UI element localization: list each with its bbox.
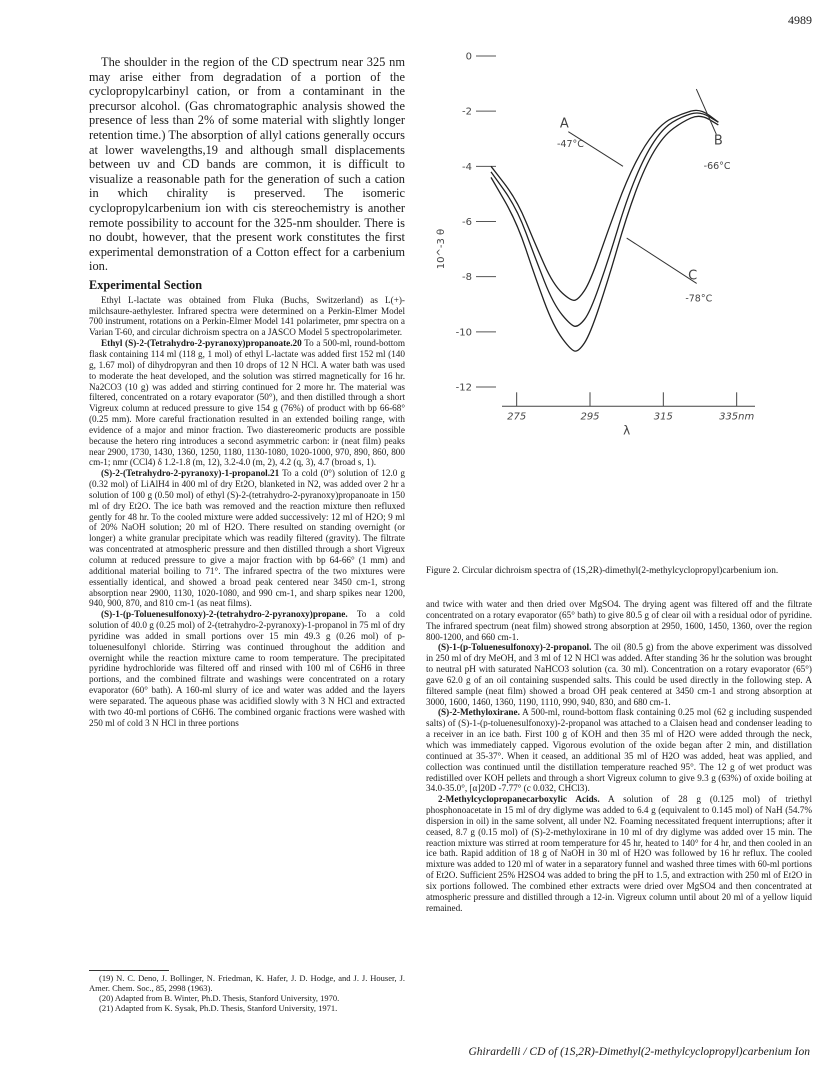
x-axis-label: λ: [623, 423, 631, 438]
reference: (21) Adapted from K. Sysak, Ph.D. Thesis, Stanford University, 1971.: [99, 1003, 338, 1013]
paragraph: [89, 295, 405, 338]
annotation-temperature: -47°C: [557, 139, 584, 151]
lead-paragraph: [89, 55, 405, 274]
paragraph-text: A 500-ml, round-bottom flask containing 0.25 mol (62 g including suspended salts) of (S)-1-(p-toluenesulfonoxy)-2-propanol was attached to a Claisen head and condenser leading to a receiver in an ice bath. First 100 g of KOH and then 35 ml of H2O were added through the neck, which was immediately capped. Vigorous evolution of the oxide began after 2 min, and distillation continued at 35-37°. When it ceased, an additional 35 ml of H2O was added, heat was applied, and collection was continued until the distillation temperature reached 95°. The 12 g of wet product was redistilled over KOH pellets and through a short Vigreux column to give 9.3 g (63%) of oxide boiling at 34.0-35.0°, [α]20D -7.77° (c 0.032, CHCl3).: [426, 707, 812, 794]
y-tick-label: -2: [462, 106, 472, 118]
paragraph-heading: Ethyl (S)-2-(Tetrahydro-2-pyranoxy)propanoate.20: [101, 338, 302, 349]
paragraph-heading: (S)-2-Methyloxirane.: [438, 707, 520, 718]
left-paragraphs: [89, 295, 405, 729]
y-tick-label: 0: [465, 51, 472, 63]
annotation-temperature: -78°C: [685, 293, 713, 305]
annotation-temperature: -66°C: [703, 161, 731, 173]
running-footer: Ghirardelli / CD of (1S,2R)-Dimethyl(2-methylcyclopropyl)carbenium Ion: [468, 1046, 810, 1058]
x-tick-label: 295: [580, 411, 600, 423]
annotation-leader: [696, 89, 716, 134]
paragraph: [426, 794, 812, 913]
x-tick-label: 315: [653, 411, 673, 423]
annotation-leader: [627, 238, 697, 283]
paragraph: [426, 642, 812, 707]
figure-caption: Figure 2. Circular dichroism spectra of (1S,2R)-dimethyl(2-methylcyclopropyl)carbenium ion.: [426, 566, 779, 576]
y-tick-label: -8: [462, 272, 472, 284]
y-tick-label: -6: [462, 217, 472, 228]
paragraph: [89, 338, 405, 468]
y-axis-label: 10^-3 θ: [436, 228, 447, 270]
paragraph: [426, 707, 812, 794]
cd-spectrum-figure: [420, 22, 810, 557]
references: [89, 973, 405, 1013]
paragraph-heading: (S)-1-(p-Toluenesulfonoxy)-2-propanol.: [438, 642, 592, 653]
right-paragraphs: [426, 599, 812, 913]
x-tick-label: 275: [507, 411, 527, 423]
paragraph-text: To a 500-ml, round-bottom flask containing 114 ml (118 g, 1 mol) of ethyl L-lactate was added first 152 ml (140 g, 1.67 mol) of dihydropyran and then 10 drops of 12 N HCl. A water bath was used to moderate the heat developed, and the solution was stirred magnetically for 16 hr. Na2CO3 (10 g) was added and stirring continued for 2 more hr. The material was filtered, concentrated on a rotary evaporator (50°), and then distilled through a short Vigreux column at reduced pressure to give 154 g (76%) of product with bp 66-68° (0.25 mm). More careful fractionation resulted in an extended boiling range, with evidence of a major and minor fraction. Two diastereomeric products are possible because the hetero ring introduces a second asymmetric carbon: ir (neat film) peaks near 2900, 1730, 1430, 1360, 1250, 1180, 1130-1080, 1020-1000, 970, 890, 860, 800 cm-1; nmr (CCl4) δ 1.2-1.8 (m, 12), 3.2-4.0 (m, 2), 4.2 (q, 3), 4.7 (broad s, 1).: [89, 338, 405, 468]
y-tick-label: -4: [462, 161, 472, 173]
annotation-letter: C: [688, 268, 698, 284]
reference: (19) N. C. Deno, J. Bollinger, N. Friedman, K. Hafer, J. D. Hodge, and J. J. Houser, J. Amer. Chem. Soc., 85, 2998 (1963).: [89, 973, 405, 993]
paragraph-text: A solution of 28 g (0.125 mol) of triethyl phosphonoacetate in 15 ml of dry diglyme was added to 6.4 g (equivalent to 0.145 mol) of NaH (54.7% dispersion in oil) in the same solvent, all under N2. Foaming necessitated frequent interruptions; after it ceased, 8.7 g (0.15 mol) of (S)-2-methyloxirane in 10 ml of dry diglyme was added over 15 min. The reaction mixture was stirred at room temperature for 45 hr, heated to 140° for 4 hr, and then cooled in an ice bath. Rapid addition of 18 g of NaOH in 30 ml of H2O was followed by 16 hr reflux. The cooled mixture was added to 120 ml of water in a separatory funnel and washed three times with 60-ml portions of Et2O. Sufficient 25% H2SO4 was added to bring the pH to 1.5, and extraction with 250 ml of Et2O in six portions followed. The combined ether extracts were dried over MgSO4 and then concentrated at atmospheric pressure and distilled through a 12-in. Vigreux column until about 20 ml of a yellow liquid remained.: [426, 794, 812, 913]
paragraph: [89, 468, 405, 609]
paragraph-text: To a cold solution of 40.0 g (0.25 mol) of 2-(tetrahydro-2-pyranoxy)-1-propanol in 75 ml of dry pyridine was added in small portions over 15 min 49.3 g (0.26 mol) of p-toluenesulfonyl chloride. Stirring was continued throughout the addition and overnight while the reaction mixture came to room temperature. The precipitated pyridine hydrochloride was filtered off and rinsed with 100 ml of C6H6 in three portions, and the combined filtrate and washings were concentrated on a rotary evaporator (60° bath). A 160-ml slurry of ice and water was added and the layers were separated. The aqueous phase was acidified slowly with 3 N HCl and extracted with two 40-ml portions of C6H6. The combined organic fractions were washed with 250 ml of cold 3 N HCl in three portions: [89, 609, 405, 728]
chart-axes: [436, 52, 755, 438]
paragraph-text: To a cold (0°) solution of 12.0 g (0.32 mol) of LiAlH4 in 400 ml of dry Et2O, blanketed in N2, was added over 2 hr a solution of 100 g (0.50 mol) of ethyl (S)-2-(tetrahydro-2-pyranoxy)propanoate in 150 ml of dry Et2O. The ice bath was removed and the reaction mixture then refluxed gently for 48 hr. To the cooled mixture were added successively: 12 ml of H2O; 9 ml of 20% NaOH solution; 20 ml of H2O. There resulted on standing overnight (or longer) a white granular precipitate which was readily filtered (gravity). The filtrate was concentrated at atmospheric pressure and then distilled through a short Vigreux column at reduced pressure to give a major fraction with bp 64-66° (1 mm) and additional material boiling to 71°. The infrared spectra of the two mixtures were essentially identical, and showed a broad peak centered near 3450 cm-1, strong absorption near 2900, 1130, 1020-1080, and 990 cm-1, and sharp spikes near 1200, 940, 900, 870, and 810 cm-1 (as neat films).: [89, 468, 405, 609]
paragraph: [426, 599, 812, 642]
footnote-rule: [89, 970, 169, 971]
paragraph-text: Ethyl L-lactate was obtained from Fluka (Buchs, Switzerland) as L(+)-milchsaure-aethylester. Infrared spectra were determined on a Perkin-Elmer Model 700 instrument, rotations on a Perkin-Elmer Model 141 polarimeter, pmr spectra on a Varian T-60, and circular dichroism spectra on a JASCO Model 5 spectropolarimeter.: [89, 294, 405, 338]
y-tick-label: -10: [455, 327, 472, 339]
series-line: [491, 116, 718, 351]
lead-text: The shoulder in the region of the CD spectrum near 325 nm may arise either from degradation of a portion of the cyclopropylcarbinyl cation, or from a contaminant in the precursor alcohol. (Gas chromatographic analysis showed the presence of less than 2% of some material with slightly longer retention time.) The absorption of allyl cations generally occurs at lower wavelengths,19 and although small displacements between uv and CD bands are common, it is difficult to visualize a reasonable path for the generation of such a cation in which chirality is preserved. The isomeric cyclopropylcarbenium ion with cis stereochemistry is another remote possibility to account for the 325-nm shoulder. There is no doubt, however, that the present work constitutes the first experimental demonstration of a Cotton effect for a carbenium ion.: [89, 55, 405, 274]
paragraph-heading: 2-Methylcyclopropanecarboxylic Acids.: [438, 794, 600, 805]
chart-series: [491, 110, 718, 351]
annotation-letter: A: [559, 116, 569, 132]
paragraph-text: The oil (80.5 g) from the above experiment was dissolved in 250 ml of dry MeOH, and 3 ml of 12 N HCl was added. After standing 36 hr the solution was brought to neutral pH with saturated NaHCO3 solution (ca. 30 ml). Concentration on a rotary evaporator (65°) gave 62.0 g of an oil containing suspended salts. This could be used directly in the following step. A filtered sample (neat film) showed a broad OH peak centered at 3450 cm-1 and strong absorption at 3000, 1600, 1460, 1360, 1190, 1110, 990, 940, 830, and 680 cm-1.: [426, 642, 812, 707]
reference: (20) Adapted from B. Winter, Ph.D. Thesis, Stanford University, 1970.: [99, 993, 340, 1003]
chart-annotations: [557, 89, 731, 304]
section-heading: Experimental Section: [89, 277, 203, 292]
paragraph-text: and twice with water and then dried over MgSO4. The drying agent was filtered off and the filtrate concentrated on a rotary evaporator (65° bath) to give 80.5 g of clear oil with a residual odor of pyridine. The infrared spectrum (neat film) showed strong absorption at 2950, 1600, 1450, 1360, over the region 800-1200, and 660 cm-1.: [426, 599, 812, 642]
right-column: [426, 599, 812, 913]
left-column: [89, 55, 405, 729]
annotation-letter: B: [713, 133, 723, 149]
paragraph-heading: (S)-1-(p-Toluenesulfonoxy)-2-(tetrahydro-2-pyranoxy)propane.: [101, 609, 348, 620]
x-tick-label: 335nm: [719, 411, 755, 423]
page-number: 4989: [788, 13, 812, 27]
y-tick-label: -12: [455, 382, 472, 394]
paragraph-heading: (S)-2-(Tetrahydro-2-pyranoxy)-1-propanol.21: [101, 468, 280, 479]
paragraph: [89, 609, 405, 728]
